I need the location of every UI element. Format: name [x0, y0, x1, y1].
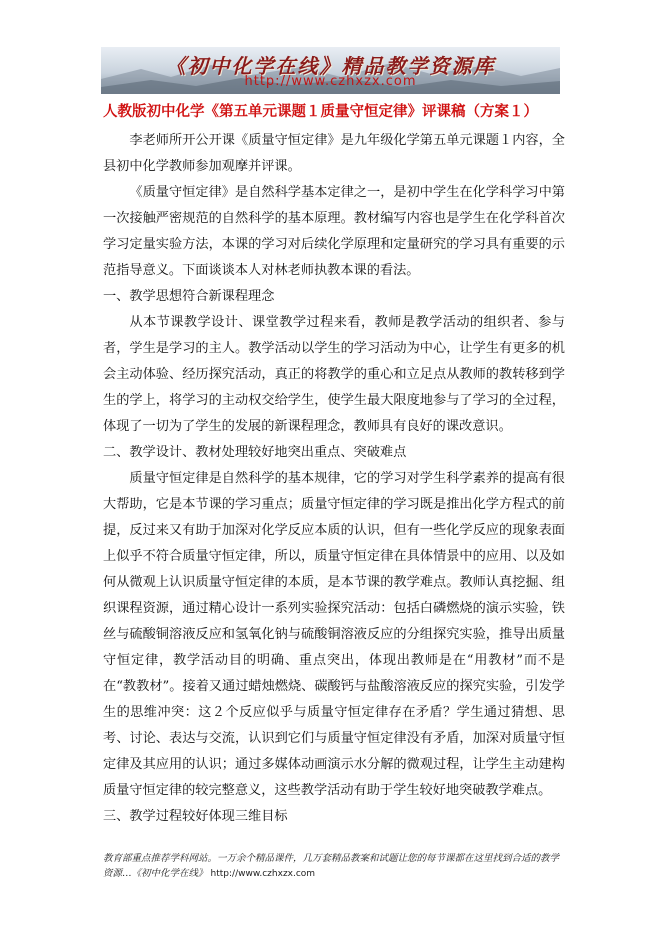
footer-note — [103, 851, 565, 882]
paragraph: 《质量守恒定律》是自然科学基本定律之一，是初中学生在化学科学习中第一次接触严密规范的自然科学的基本原理。教材编写内容也是学生在化学科首次学习定量实验方法，本课的学习对后续化学原理和定量研究的学习具有重要的示范指导意义。下面谈谈本人对林老师执教本课的看法。 — [103, 185, 565, 278]
paragraph: 质量守恒定律是自然科学的基本规律，它的学习对学生科学素养的提高有很大帮助，它是本节课的学习重点；质量守恒定律的学习既是推出化学方程式的前提，反过来又有助于加深对化学反应本质的认识，但有一些化学反应的现象表面上似乎不符合质量守恒定律，所以，质量守恒定律在具体情景中的应用、以及如何从微观上认识质量守恒定律的本质，是本节课的教学难点。教师认真挖掘、组织课程资源，通过精心设计一系列实验探究活动：包括白磷燃烧的演示实验，铁丝与硫酸铜溶液反应和氢氧化钠与硫酸铜溶液反应的分组探究实验，推导出质量守恒定律，教学活动目的明确、重点突出，体现出教师是在“用教材”而不是在“教教材”。接着又通过蜡烛燃烧、碳酸钙与盐酸溶液反应的探究实验，引发学生的思维冲突：这２个反应似乎与质量守恒定律存在矛盾？学生通过猜想、思考、讨论、表达与交流，认识到它们与质量守恒定律没有矛盾，加深对质量守恒定律及其应用的认识；通过多媒体动画演示水分解的微观过程，让学生主动建构质量守恒定律的较完整意义，这些教学活动有助于学生较好地突破教学难点。 — [103, 471, 565, 798]
footer-text: 教育部重点推荐学科网站。一万余个精品课件，几万套精品教案和试题让您的每节课都在这里找到合适的教学资源…《初中化学在线》 — [103, 853, 560, 879]
document-body — [103, 128, 565, 830]
paragraph: 李老师所开公开课《质量守恒定律》是九年级化学第五单元课题１内容，全县初中化学教师参加观摩并评课。 — [103, 133, 565, 174]
footer-url[interactable]: http://www.czhxzx.com — [210, 869, 316, 879]
banner-title: 《初中化学在线》精品教学资源库 — [165, 54, 496, 78]
banner-url[interactable]: http://www.czhxzx.com — [244, 74, 417, 89]
paragraph: 从本节课教学设计、课堂教学过程来看，教师是教学活动的组织者、参与者，学生是学习的主人。教学活动以学生的学习活动为中心，让学生有更多的机会主动体验、经历探究活动，真正的将教学的重心和立足点从教师的教转移到学生的学上，将学习的主动权交给学生，使学生最大限度地参与了学习的全过程，体现了一切为了学生的发展的新课程理念，教师具有良好的课改意识。 — [103, 315, 565, 434]
section-heading: 一、教学思想符合新课程理念 — [103, 289, 275, 304]
section-heading: 二、教学设计、教材处理较好地突出重点、突破难点 — [103, 445, 407, 460]
header-banner — [101, 47, 560, 94]
section-heading: 三、教学过程较好体现三维目标 — [103, 809, 288, 824]
document-title: 人教版初中化学《第五单元课题１质量守恒定律》评课稿（方案１） — [103, 104, 538, 120]
